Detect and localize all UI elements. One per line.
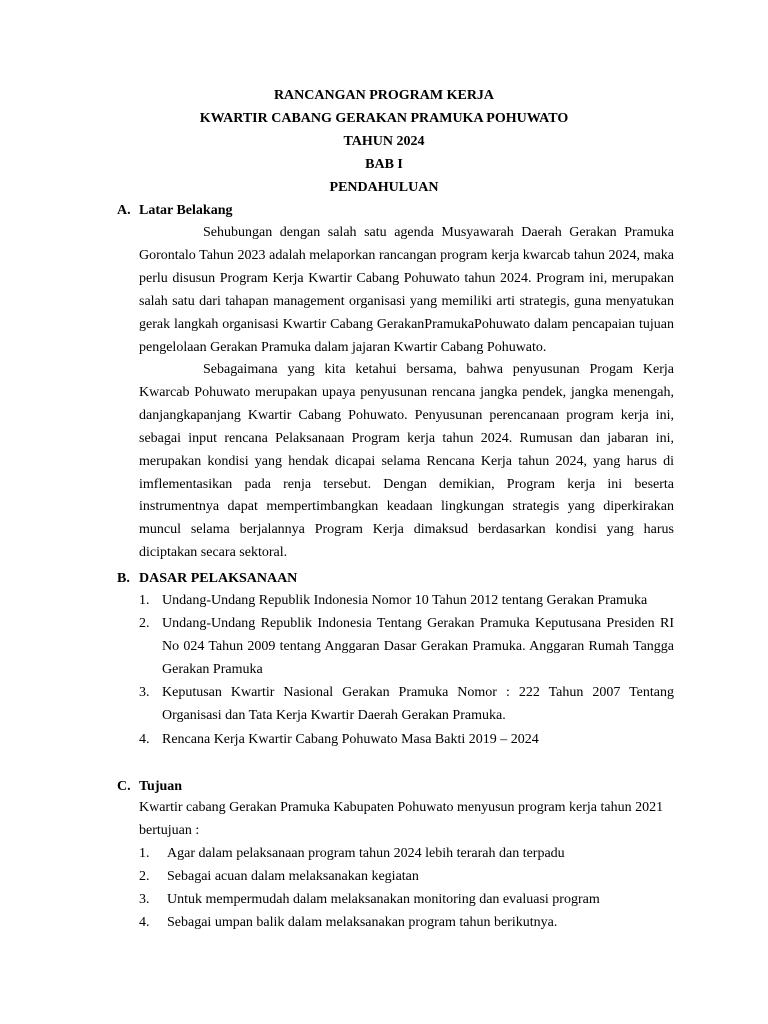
- list-number: 1.: [139, 846, 150, 861]
- list-text: Untuk mempermudah dalam melaksanakan monitoring dan evaluasi program: [167, 892, 600, 907]
- section-a-paragraph-1: [139, 222, 674, 359]
- chapter-number: BAB I: [365, 157, 403, 172]
- list-item: [139, 843, 674, 866]
- list-number: 1.: [139, 593, 150, 608]
- paragraph-text: Sebagaimana yang kita ketahui bersama, bahwa penyusunan Progam Kerja Kwarcab Pohuwato merupakan upaya penyusunan rencana jangka pendek, jangka menengah, danjangkapanjang Kwartir Cabang Pohuwato. Penyusunan perencanaan program kerja ini, sebagai input rencana Pelaksanaan Program kerja tahun 2024. Rumusan dan jabaran ini, merupakan kondisi yang hendak dicapai selama Rencana Kerja tahun 2024, yang harus di imflementasikan pada renja tersebut. Dengan demikian, Program kerja ini beserta instrumentnya dapat mempertimbangkan keadaan lingkungan strategis yang diperkirakan muncul selama berjalannya Program Kerja dimaksud berdasarkan kondisi yang harus diciptakan secara sektoral.: [139, 362, 674, 561]
- list-number: 3.: [139, 685, 150, 700]
- doc-year: TAHUN 2024: [343, 134, 425, 149]
- list-text: Sebagai umpan balik dalam melaksanakan program tahun berikutnya.: [167, 915, 558, 930]
- section-b-heading: [117, 571, 297, 587]
- list-item: [139, 729, 674, 752]
- section-a-heading: [117, 203, 232, 219]
- section-title: Tujuan: [139, 779, 183, 794]
- section-letter: B.: [117, 571, 130, 586]
- list-item: [139, 613, 674, 682]
- doc-title: RANCANGAN PROGRAM KERJA: [273, 88, 495, 103]
- list-text: Keputusan Kwartir Nasional Gerakan Pramuka Nomor : 222 Tahun 2007 Tentang Organisasi dan Tata Kerja Kwartir Daerah Gerakan Pramuka.: [162, 685, 674, 723]
- list-text: Rencana Kerja Kwartir Cabang Pohuwato Masa Bakti 2019 – 2024: [162, 732, 539, 747]
- chapter-title: PENDAHULUAN: [329, 180, 439, 195]
- list-text: Sebagai acuan dalam melaksanakan kegiatan: [167, 869, 419, 884]
- list-item: [139, 682, 674, 728]
- list-item: [139, 590, 674, 613]
- list-number: 4.: [139, 732, 150, 747]
- section-title: DASAR PELAKSANAAN: [139, 571, 298, 586]
- list-number: 2.: [139, 869, 150, 884]
- section-a-paragraph-2: [139, 359, 674, 565]
- list-text: Undang-Undang Republik Indonesia Tentang Gerakan Pramuka Keputusana Presiden RI No 024 Tahun 2009 tentang Anggaran Dasar Gerakan Pramuka. Anggaran Rumah Tangga Gerakan Pramuka: [162, 616, 674, 677]
- doc-subtitle: KWARTIR CABANG GERAKAN PRAMUKA POHUWATO: [199, 111, 569, 126]
- list-text: Agar dalam pelaksanaan program tahun 2024 lebih terarah dan terpadu: [167, 846, 565, 861]
- section-letter: A.: [117, 203, 131, 218]
- section-c-heading: [117, 779, 182, 795]
- list-item: [139, 889, 674, 912]
- list-number: 4.: [139, 915, 150, 930]
- section-letter: C.: [117, 779, 131, 794]
- list-number: 3.: [139, 892, 150, 907]
- section-c-intro: Kwartir cabang Gerakan Pramuka Kabupaten Pohuwato menyusun program kerja tahun 2021 bertujuan :: [139, 800, 664, 838]
- section-title: Latar Belakang: [139, 203, 233, 218]
- list-number: 2.: [139, 616, 150, 631]
- list-item: [139, 866, 674, 889]
- list-text: Undang-Undang Republik Indonesia Nomor 10 Tahun 2012 tentang Gerakan Pramuka: [162, 593, 648, 608]
- list-item: [139, 912, 674, 935]
- paragraph-text: Sehubungan dengan salah satu agenda Musyawarah Daerah Gerakan Pramuka Gorontalo Tahun 2023 adalah melaporkan rancangan program kerja kwarcab tahun 2024, maka perlu disusun Program Kerja Kwartir Cabang Pohuwato tahun 2024. Program ini, merupakan salah satu dari tahapan management organisasi yang memiliki arti strategis, guna menyatukan gerak langkah organisasi Kwartir Cabang GerakanPramukaPohuwato dalam pencapaian tujuan pengelolaan Gerakan Pramuka dalam jajaran Kwartir Cabang Pohuwato.: [139, 225, 674, 355]
